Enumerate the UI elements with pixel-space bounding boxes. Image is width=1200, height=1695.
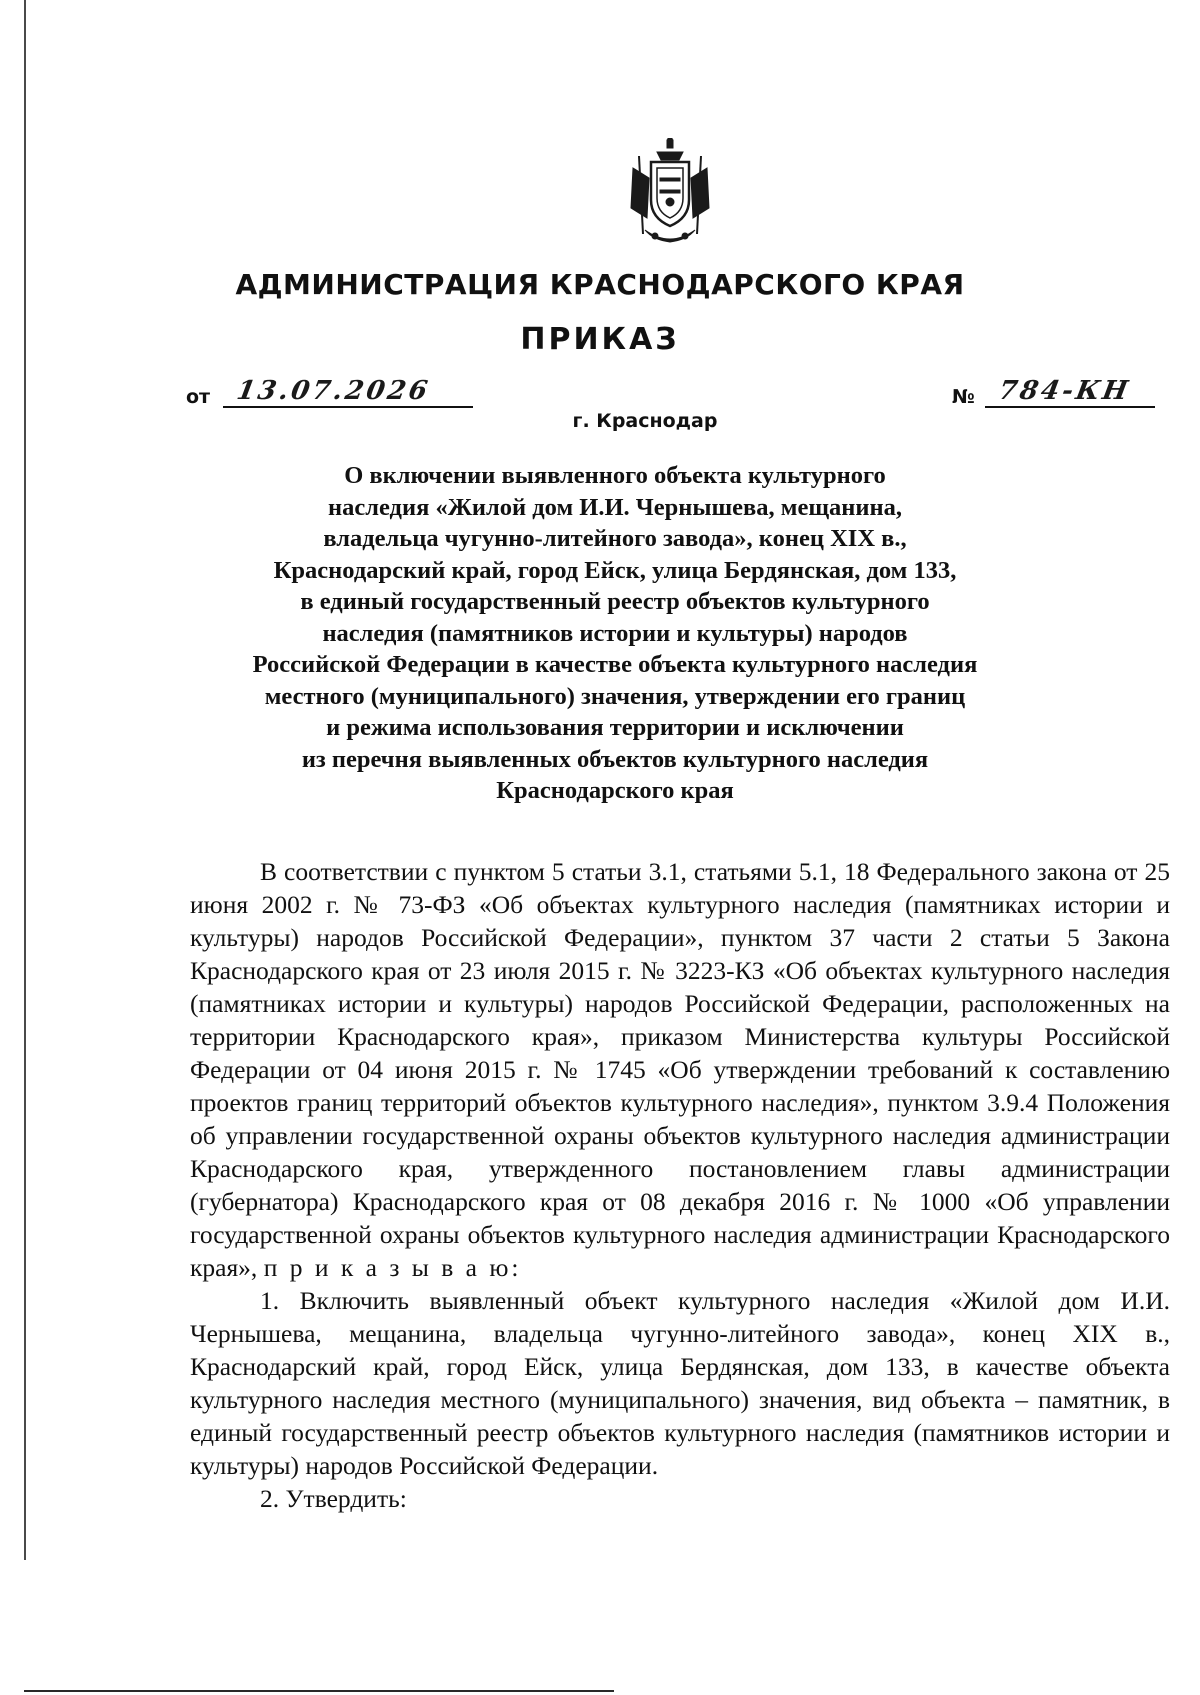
- number-handwritten: 784-КН: [996, 376, 1134, 406]
- scan-bottom-edge: [24, 1690, 614, 1692]
- title-line: Краснодарского края: [496, 777, 734, 804]
- title-line: владельца чугунно-литейного завода», конец XIX в.,: [323, 525, 907, 552]
- title-line: Российской Федерации в качестве объекта культурного наследия: [252, 651, 978, 678]
- title-line: в единый государственный реестр объектов культурного: [300, 588, 930, 615]
- title-line: наследия (памятников истории и культуры) народов: [322, 619, 908, 647]
- document-date: [186, 376, 473, 408]
- document-type: ПРИКАЗ: [520, 322, 680, 357]
- scan-left-edge: [24, 0, 26, 1560]
- title-line: из перечня выявленных объектов культурного наследия: [301, 745, 929, 773]
- document-number: [952, 376, 1155, 408]
- organization-name: АДМИНИСТРАЦИЯ КРАСНОДАРСКОГО КРАЯ: [235, 268, 965, 301]
- document-title: [190, 460, 1040, 807]
- title-line: О включении выявленного объекта культурного: [344, 462, 886, 489]
- date-handwritten: 13.07.2026: [234, 376, 433, 406]
- title-line: Краснодарский край, город Ейск, улица Бердянская, дом 133,: [273, 556, 957, 584]
- date-prefix: от: [186, 386, 211, 408]
- title-line: наследия «Жилой дом И.И. Чернышева, мещанина,: [328, 493, 902, 521]
- order-word: п р и к а з ы в а ю:: [263, 1253, 522, 1282]
- number-field: [985, 376, 1155, 408]
- title-line: местного (муниципального) значения, утверждении его границ: [264, 682, 966, 710]
- number-prefix: №: [952, 386, 975, 408]
- preamble-text: В соответствии с пунктом 5 статьи 3.1, статьями 5.1, 18 Федерального закона от 25 июня 2002 г. № 73-ФЗ «Об объектах культурного наследия (памятниках истории и культуры) народов Российской Федерации», пунктом 37 части 2 статьи 5 Закона Краснодарского края от 23 июля 2015 г. № 3223-КЗ «Об объектах культурного наследия (памятниках истории и культуры) народов Российской Федерации, расположенных на территории Краснодарского края», приказом Министерства культуры Российской Федерации от 04 июня 2015 г. № 1745 «Об утверждении требований к составлению проектов границ территорий объектов культурного наследия», пунктом 3.9.4 Положения об управлении государственной охраны объектов культурного наследия администрации Краснодарского края, утвержденного постановлением главы администрации (губернатора) Краснодарского края от 08 декабря 2016 г. № 1000 «Об управлении государственной охраны объектов культурного наследия администрации Краснодарского края»,: [190, 857, 1170, 1282]
- item-1-paragraph: 1. Включить выявленный объект культурного наследия «Жилой дом И.И. Чернышева, мещанина, владельца чугунно-литейного завода», конец XIX в., Краснодарский край, город Ейск, улица Бердянская, дом 133, в качестве объекта культурного наследия местного (муниципального) значения, вид объекта – памятник, в единый государственный реестр объектов культурного наследия (памятников истории и культуры) народов Российской Федерации.: [190, 1286, 1170, 1480]
- issue-city: г. Краснодар: [572, 410, 718, 432]
- document-body: [190, 855, 1170, 1515]
- preamble-paragraph: [190, 855, 1170, 1284]
- item-2-paragraph: 2. Утвердить:: [260, 1484, 407, 1513]
- title-line: и режима использования территории и исключении: [326, 714, 904, 741]
- coat-of-arms-icon: [627, 138, 713, 250]
- date-field: [223, 376, 473, 408]
